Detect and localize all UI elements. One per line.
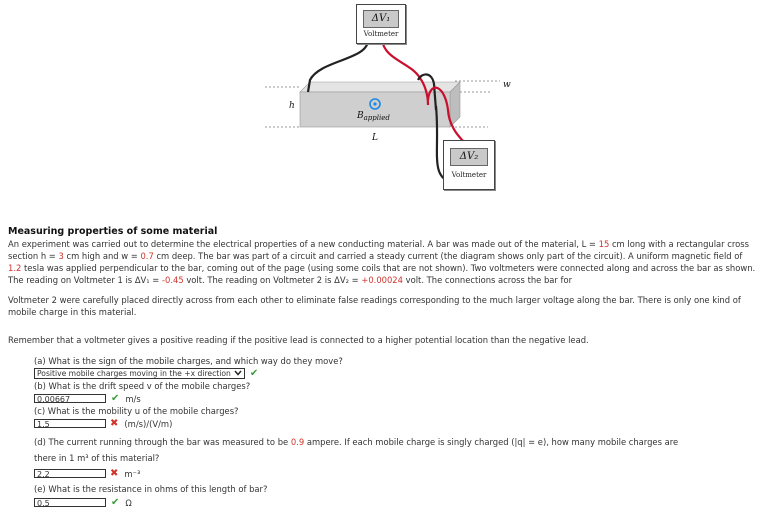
- w-label: w: [503, 80, 511, 90]
- b-field-dot: [373, 102, 376, 105]
- answer-c-row: [34, 418, 172, 429]
- check-icon: ✔: [249, 368, 259, 379]
- problem-title: Measuring properties of some material: [8, 226, 218, 237]
- answer-d-input[interactable]: 2.2: [34, 469, 106, 478]
- question-d: [34, 437, 678, 447]
- question-d-text-b: ampere. If each mobile charge is singly charged (|q| = e), how many mobile charges are: [304, 437, 679, 447]
- field-value: 1.2: [8, 263, 22, 273]
- v1-value: -0.45: [161, 275, 184, 285]
- reminder-paragraph: Remember that a voltmeter gives a positive reading if the positive lead is connected to a higher potential location than the negative lead.: [8, 335, 589, 345]
- question-d-text-a: (d) The current running through the bar was measured to be: [34, 437, 291, 447]
- answer-a-selected-value: Positive mobile charges moving in the +x direction: [37, 369, 231, 378]
- height-value: 3: [58, 251, 64, 261]
- cross-icon: ✖: [110, 468, 119, 479]
- para1-text-g: volt. The connections across the bar for: [402, 275, 573, 285]
- para1-text-f: volt. The reading on Voltmeter 2 is ΔV₂ =: [183, 275, 362, 285]
- problem-paragraph-1: [8, 238, 756, 286]
- voltmeter-2-label: Voltmeter: [451, 171, 487, 179]
- question-c: (c) What is the mobility u of the mobile charges?: [34, 406, 239, 416]
- question-a: (a) What is the sign of the mobile charges, and which way do they move?: [34, 356, 343, 366]
- b-applied-label: [357, 111, 390, 121]
- para1-text-d: cm deep. The bar was part of a circuit and carried a steady current (the diagram shows only part of the circuit). A uniform magnetic field of: [153, 251, 743, 261]
- check-icon: ✔: [111, 393, 120, 404]
- b-label-sub: applied: [363, 114, 390, 122]
- answer-b-unit: m/s: [125, 393, 141, 404]
- chevron-down-icon: [234, 369, 242, 378]
- answer-a-row: [34, 368, 258, 379]
- question-e: (e) What is the resistance in ohms of this length of bar?: [34, 484, 268, 494]
- answer-b-row: [34, 393, 141, 404]
- para1-text-a: An experiment was carried out to determine the electrical properties of a new conducting material. A bar was made out of the material, L =: [8, 239, 599, 249]
- length-label: L: [372, 133, 378, 143]
- length-value: 15: [598, 239, 610, 249]
- current-value: 0.9: [290, 437, 305, 447]
- voltmeter-1-label: Voltmeter: [363, 30, 399, 38]
- voltmeter-2: [443, 140, 495, 190]
- b-label-main: B: [357, 111, 364, 121]
- circuit-diagram: [0, 0, 762, 228]
- para1-text-e: tesla was applied perpendicular to the bar, coming out of the page (using some coils that are not shown). Two voltmeters were connected along and across the bar as shown. The reading on Voltmeter 1 is ΔV₁ =: [8, 263, 756, 285]
- answer-b-input[interactable]: 0.00667: [34, 394, 106, 403]
- answer-e-row: [34, 497, 132, 508]
- v2-value: +0.00024: [361, 275, 403, 285]
- voltmeter-2-display: ΔV₂: [450, 148, 488, 166]
- voltmeter-1-display: ΔV₁: [363, 10, 399, 28]
- check-icon: ✔: [111, 497, 120, 508]
- problem-paragraph-2: Voltmeter 2 were carefully placed directly across from each other to eliminate false readings corresponding to the much larger voltage along the bar. There is only one kind of mobile charge in this material.: [8, 295, 741, 317]
- question-d-line-2: there in 1 m³ of this material?: [34, 453, 160, 463]
- answer-a-select[interactable]: [34, 368, 245, 379]
- para1-text-b: cm long with a rectangular cross section h =: [8, 239, 749, 261]
- question-b: (b) What is the drift speed v of the mobile charges?: [34, 381, 251, 391]
- answer-c-input[interactable]: 1.5: [34, 419, 106, 428]
- answer-c-unit: (m/s)/(V/m): [124, 418, 173, 429]
- width-value: 0.7: [140, 251, 154, 261]
- para1-text-c: cm high and w =: [63, 251, 141, 261]
- cross-icon: ✖: [110, 418, 119, 429]
- answer-d-unit: m⁻³: [124, 468, 141, 479]
- h-label: h: [289, 101, 295, 111]
- answer-e-input[interactable]: 0.5: [34, 498, 106, 507]
- answer-d-row: [34, 468, 140, 479]
- answer-e-unit: Ω: [125, 497, 132, 508]
- voltmeter-1: [356, 4, 406, 44]
